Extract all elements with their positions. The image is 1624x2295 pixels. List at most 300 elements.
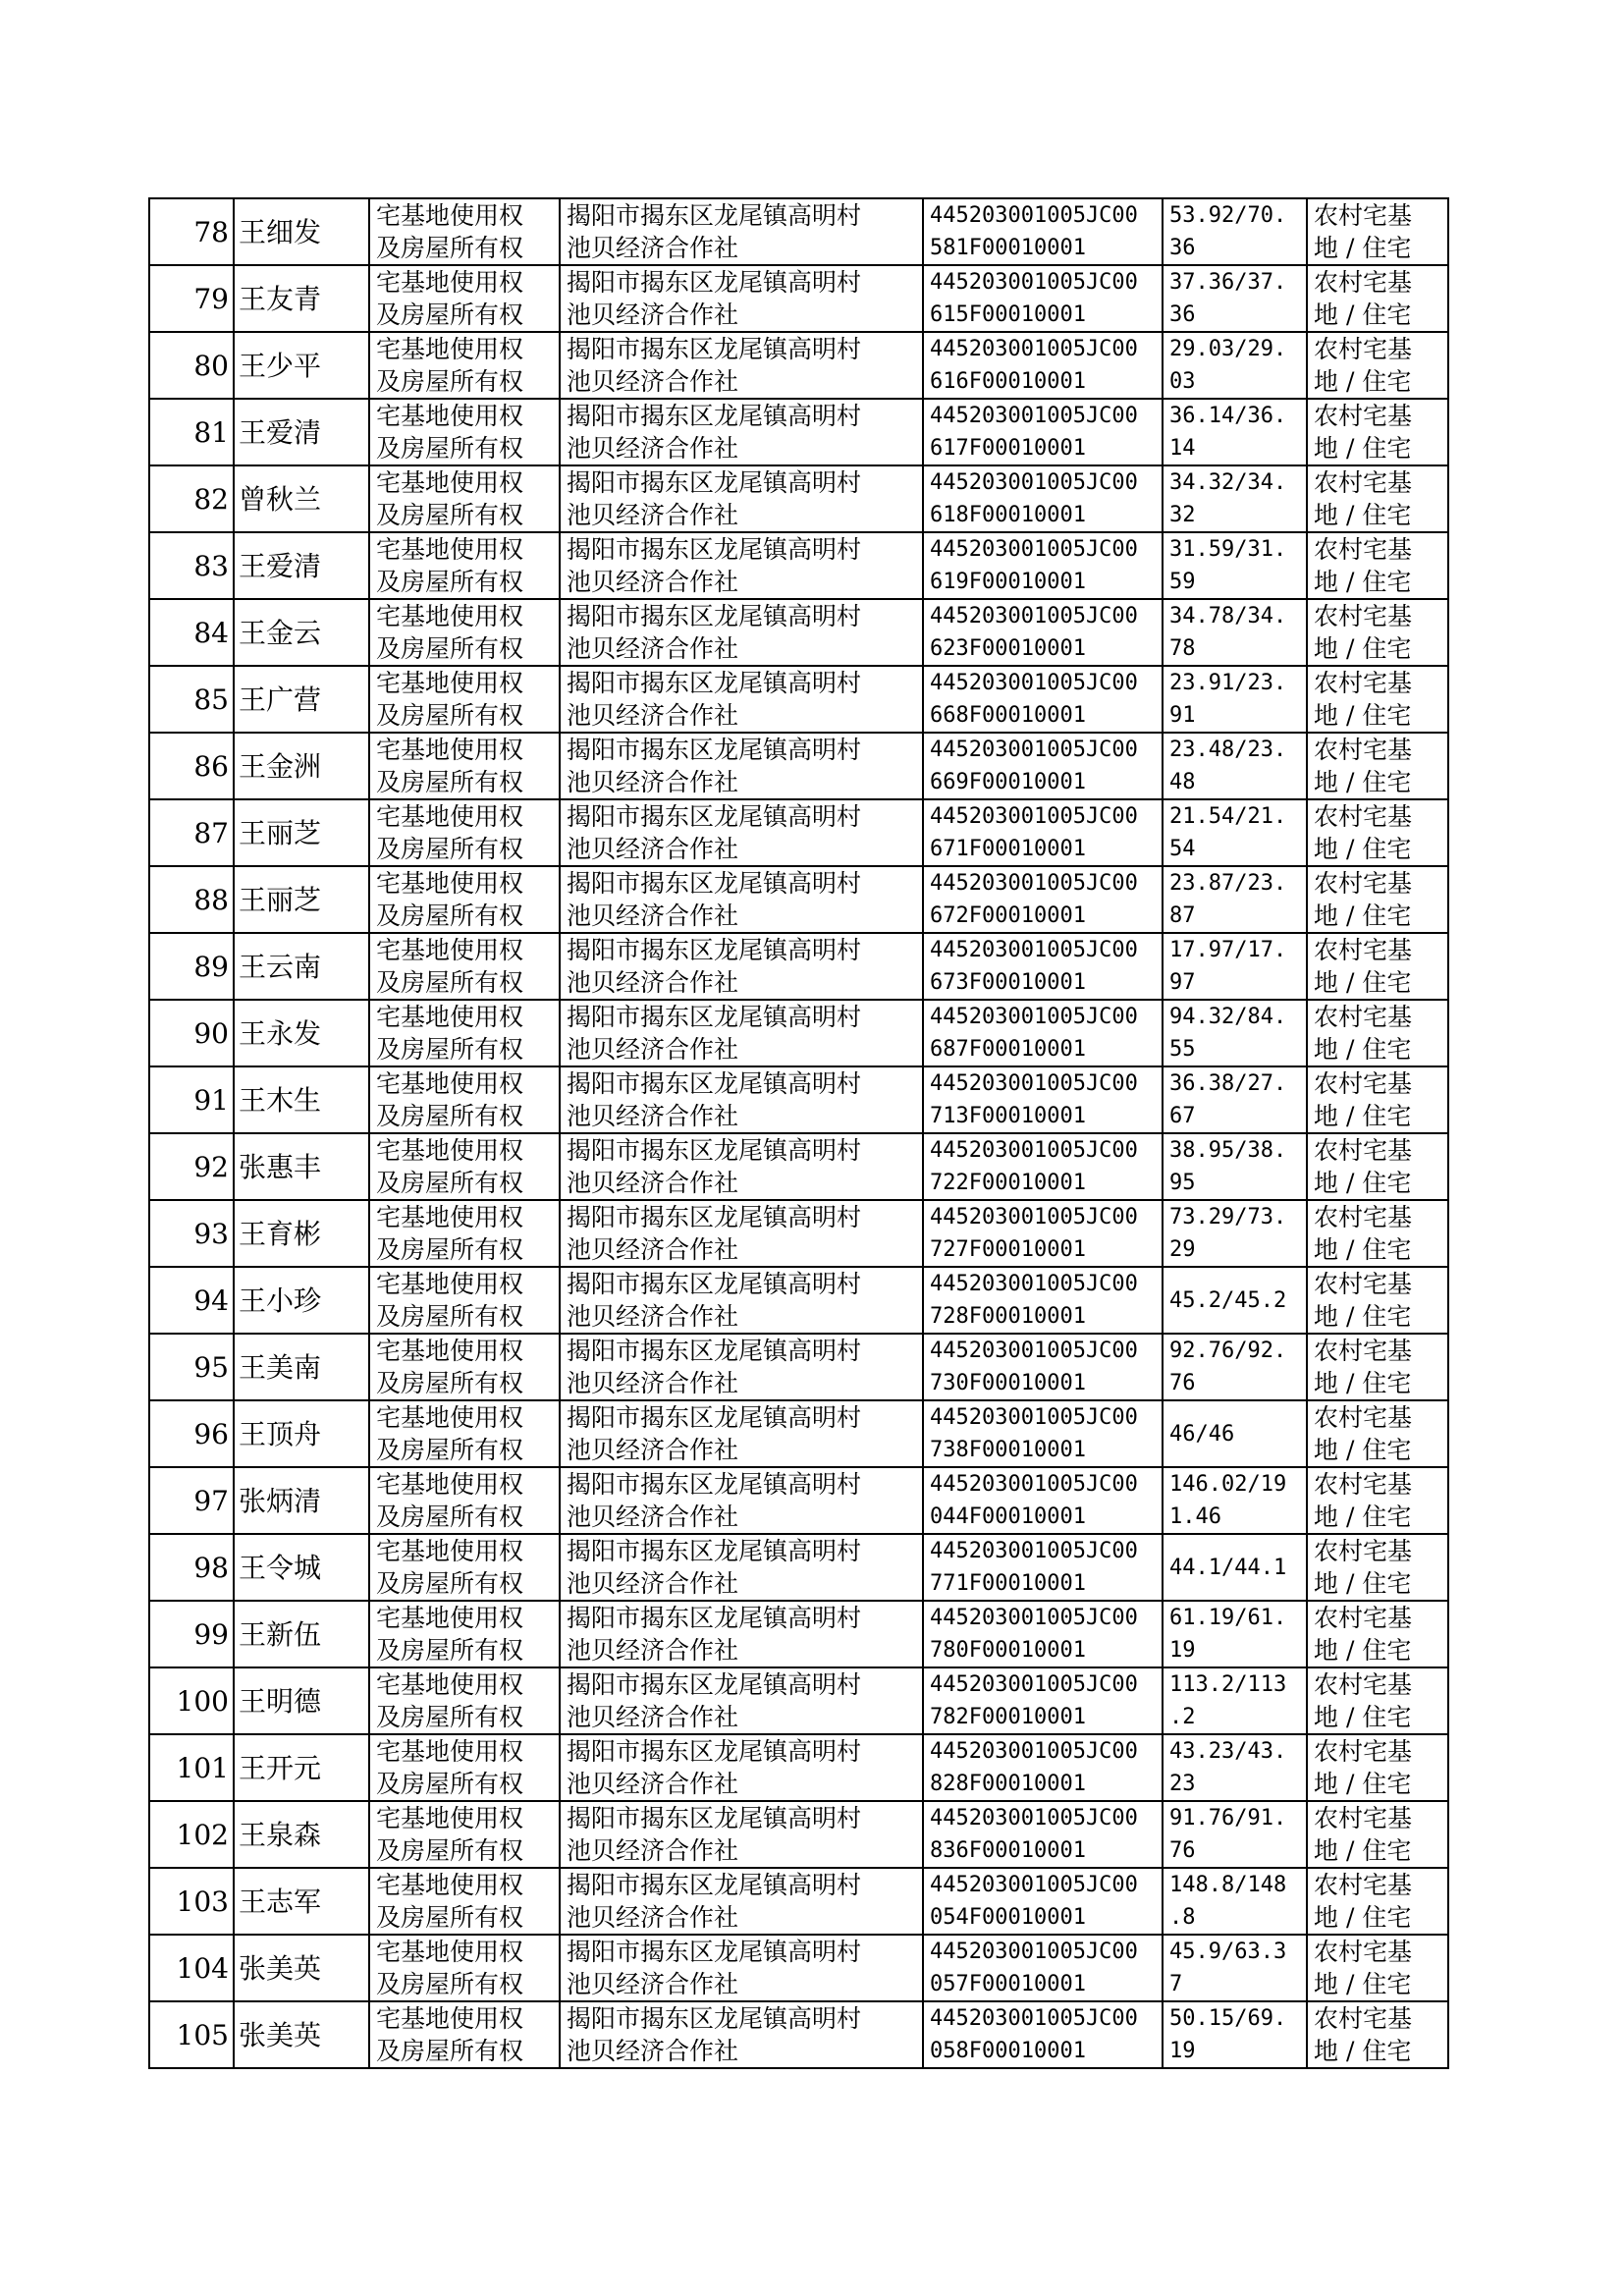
- parcel-code-line: 782F00010001: [930, 1705, 1086, 1729]
- land-owner-line: 揭阳市揭东区龙尾镇高明村: [567, 1470, 862, 1499]
- land-owner-cell: [560, 1935, 923, 2001]
- parcel-code-line: 618F00010001: [930, 503, 1086, 527]
- row-number-cell: 98: [149, 1534, 234, 1601]
- parcel-code-line: 445203001005JC00: [930, 2006, 1138, 2031]
- land-owner-line: 池贝经济合作社: [567, 234, 739, 262]
- right-type-cell: [369, 599, 560, 666]
- table-row: [149, 1534, 1448, 1601]
- row-number-cell: 91: [149, 1066, 234, 1133]
- land-use-line: 地 / 住宅: [1314, 501, 1412, 529]
- land-use-line: 地 / 住宅: [1314, 1302, 1412, 1331]
- parcel-code-line: 615F00010001: [930, 302, 1086, 327]
- right-type-cell: [369, 265, 560, 332]
- parcel-code-cell: [923, 1868, 1163, 1935]
- right-type-line: 宅基地使用权: [376, 1069, 524, 1098]
- right-type-cell: [369, 799, 560, 866]
- parcel-code-line: 445203001005JC00: [930, 1806, 1138, 1831]
- land-owner-line: 揭阳市揭东区龙尾镇高明村: [567, 1938, 862, 1966]
- right-type-line: 及房屋所有权: [376, 1903, 524, 1932]
- area-cell: [1163, 1467, 1307, 1534]
- land-owner-line: 揭阳市揭东区龙尾镇高明村: [567, 1069, 862, 1098]
- land-owner-line: 池贝经济合作社: [567, 301, 739, 329]
- parcel-code-line: 828F00010001: [930, 1772, 1086, 1796]
- land-use-line: 农村宅基: [1314, 802, 1413, 831]
- right-type-cell: [369, 1868, 560, 1935]
- table-row: [149, 1267, 1448, 1334]
- area-cell: [1163, 1868, 1307, 1935]
- right-type-line: 及房屋所有权: [376, 1235, 524, 1264]
- area-line: 45.9/63.3: [1169, 1940, 1287, 1964]
- parcel-code-line: 445203001005JC00: [930, 938, 1138, 962]
- right-type-cell: [369, 933, 560, 1000]
- right-type-line: 及房屋所有权: [376, 835, 524, 863]
- land-owner-line: 揭阳市揭东区龙尾镇高明村: [567, 468, 862, 497]
- holder-name-cell: 王爱清: [234, 532, 369, 599]
- land-use-line: 农村宅基: [1314, 1003, 1413, 1031]
- right-type-cell: [369, 1066, 560, 1133]
- area-cell: [1163, 1066, 1307, 1133]
- right-type-line: 宅基地使用权: [376, 869, 524, 898]
- right-type-line: 宅基地使用权: [376, 1337, 524, 1365]
- area-cell: [1163, 1133, 1307, 1200]
- parcel-code-line: 445203001005JC00: [930, 1606, 1138, 1630]
- area-line: 29.03/29.: [1169, 337, 1287, 361]
- table-row: [149, 198, 1448, 265]
- land-use-line: 农村宅基: [1314, 1337, 1413, 1365]
- area-cell: [1163, 1734, 1307, 1801]
- row-number-cell: 99: [149, 1601, 234, 1667]
- row-number-cell: 93: [149, 1200, 234, 1267]
- land-use-line: 地 / 住宅: [1314, 1903, 1412, 1932]
- land-owner-line: 池贝经济合作社: [567, 768, 739, 796]
- parcel-code-line: 057F00010001: [930, 1972, 1086, 1996]
- land-use-cell: [1307, 1267, 1448, 1334]
- parcel-code-line: 673F00010001: [930, 970, 1086, 995]
- right-type-cell: [369, 198, 560, 265]
- holder-name-cell: 王开元: [234, 1734, 369, 1801]
- row-number-cell: 89: [149, 933, 234, 1000]
- table-row: [149, 866, 1448, 933]
- area-line: 48: [1169, 770, 1196, 794]
- parcel-code-line: 445203001005JC00: [930, 871, 1138, 896]
- land-owner-line: 揭阳市揭东区龙尾镇高明村: [567, 201, 862, 230]
- right-type-line: 宅基地使用权: [376, 402, 524, 430]
- right-type-line: 宅基地使用权: [376, 1938, 524, 1966]
- holder-name-cell: 王明德: [234, 1667, 369, 1734]
- land-use-line: 地 / 住宅: [1314, 1636, 1412, 1665]
- land-use-line: 农村宅基: [1314, 1069, 1413, 1098]
- right-type-cell: [369, 2001, 560, 2068]
- area-line: 148.8/148: [1169, 1873, 1287, 1897]
- parcel-code-line: 722F00010001: [930, 1171, 1086, 1195]
- right-type-line: 及房屋所有权: [376, 1836, 524, 1865]
- land-owner-line: 池贝经济合作社: [567, 2037, 739, 2065]
- area-line: 97: [1169, 970, 1196, 995]
- parcel-code-cell: [923, 1133, 1163, 1200]
- land-use-cell: [1307, 1133, 1448, 1200]
- right-type-cell: [369, 1267, 560, 1334]
- right-type-cell: [369, 1534, 560, 1601]
- parcel-code-line: 623F00010001: [930, 636, 1086, 661]
- land-use-cell: [1307, 1400, 1448, 1467]
- registry-table-body: [149, 198, 1448, 2068]
- right-type-cell: [369, 666, 560, 733]
- area-cell: [1163, 2001, 1307, 2068]
- parcel-code-cell: [923, 332, 1163, 399]
- parcel-code-cell: [923, 666, 1163, 733]
- right-type-line: 宅基地使用权: [376, 1403, 524, 1432]
- land-owner-line: 池贝经济合作社: [567, 568, 739, 596]
- area-line: 61.19/61.: [1169, 1606, 1287, 1630]
- row-number-cell: 82: [149, 465, 234, 532]
- holder-name-cell: 王育彬: [234, 1200, 369, 1267]
- land-use-line: 农村宅基: [1314, 1604, 1413, 1632]
- parcel-code-cell: [923, 532, 1163, 599]
- parcel-code-line: 445203001005JC00: [930, 337, 1138, 361]
- holder-name-cell: 王小珍: [234, 1267, 369, 1334]
- land-owner-cell: [560, 532, 923, 599]
- land-owner-line: 池贝经济合作社: [567, 1503, 739, 1531]
- land-owner-line: 揭阳市揭东区龙尾镇高明村: [567, 869, 862, 898]
- parcel-code-line: 445203001005JC00: [930, 738, 1138, 762]
- land-owner-line: 揭阳市揭东区龙尾镇高明村: [567, 1670, 862, 1699]
- land-use-line: 农村宅基: [1314, 1938, 1413, 1966]
- land-owner-cell: [560, 733, 923, 799]
- area-line: 44.1/44.1: [1169, 1555, 1287, 1580]
- parcel-code-line: 058F00010001: [930, 2039, 1086, 2063]
- right-type-line: 及房屋所有权: [376, 1569, 524, 1598]
- parcel-code-cell: [923, 1334, 1163, 1400]
- parcel-code-line: 727F00010001: [930, 1237, 1086, 1262]
- land-owner-cell: [560, 465, 923, 532]
- land-use-line: 地 / 住宅: [1314, 1703, 1412, 1731]
- table-row: [149, 1667, 1448, 1734]
- right-type-line: 宅基地使用权: [376, 1604, 524, 1632]
- land-use-cell: [1307, 465, 1448, 532]
- land-use-cell: [1307, 599, 1448, 666]
- parcel-code-line: 669F00010001: [930, 770, 1086, 794]
- area-line: 76: [1169, 1838, 1196, 1863]
- area-cell: [1163, 1801, 1307, 1868]
- land-owner-line: 揭阳市揭东区龙尾镇高明村: [567, 1136, 862, 1165]
- land-owner-cell: [560, 666, 923, 733]
- land-use-cell: [1307, 1200, 1448, 1267]
- row-number-cell: 79: [149, 265, 234, 332]
- holder-name-cell: 张美英: [234, 2001, 369, 2068]
- land-use-cell: [1307, 733, 1448, 799]
- right-type-line: 宅基地使用权: [376, 936, 524, 964]
- area-line: 43.23/43.: [1169, 1739, 1287, 1764]
- area-cell: [1163, 532, 1307, 599]
- land-use-line: 地 / 住宅: [1314, 1503, 1412, 1531]
- parcel-code-cell: [923, 1534, 1163, 1601]
- parcel-code-cell: [923, 265, 1163, 332]
- parcel-code-line: 738F00010001: [930, 1438, 1086, 1462]
- right-type-line: 宅基地使用权: [376, 1470, 524, 1499]
- row-number-cell: 103: [149, 1868, 234, 1935]
- table-row: [149, 733, 1448, 799]
- land-use-line: 地 / 住宅: [1314, 902, 1412, 930]
- land-use-line: 地 / 住宅: [1314, 1970, 1412, 1998]
- right-type-line: 及房屋所有权: [376, 902, 524, 930]
- parcel-code-line: 836F00010001: [930, 1838, 1086, 1863]
- holder-name-cell: 王令城: [234, 1534, 369, 1601]
- land-owner-line: 池贝经济合作社: [567, 1235, 739, 1264]
- table-row: [149, 1066, 1448, 1133]
- area-line: 34.32/34.: [1169, 470, 1287, 495]
- right-type-line: 宅基地使用权: [376, 201, 524, 230]
- parcel-code-line: 445203001005JC00: [930, 1539, 1138, 1563]
- holder-name-cell: 王永发: [234, 1000, 369, 1066]
- land-use-line: 地 / 住宅: [1314, 968, 1412, 997]
- land-owner-cell: [560, 2001, 923, 2068]
- parcel-code-line: 771F00010001: [930, 1571, 1086, 1596]
- land-owner-line: 池贝经济合作社: [567, 1302, 739, 1331]
- land-use-cell: [1307, 1066, 1448, 1133]
- land-use-line: 地 / 住宅: [1314, 1770, 1412, 1798]
- parcel-code-line: 668F00010001: [930, 703, 1086, 728]
- right-type-line: 及房屋所有权: [376, 1970, 524, 1998]
- land-use-line: 地 / 住宅: [1314, 367, 1412, 396]
- parcel-code-line: 581F00010001: [930, 236, 1086, 260]
- land-use-line: 农村宅基: [1314, 468, 1413, 497]
- area-line: 34.78/34.: [1169, 604, 1287, 628]
- right-type-line: 宅基地使用权: [376, 268, 524, 297]
- table-row: [149, 1935, 1448, 2001]
- parcel-code-cell: [923, 1000, 1163, 1066]
- land-owner-line: 揭阳市揭东区龙尾镇高明村: [567, 1337, 862, 1365]
- area-line: 45.2/45.2: [1169, 1287, 1287, 1313]
- right-type-line: 宅基地使用权: [376, 335, 524, 363]
- table-row: [149, 1801, 1448, 1868]
- land-use-line: 农村宅基: [1314, 1136, 1413, 1165]
- parcel-code-cell: [923, 1667, 1163, 1734]
- right-type-cell: [369, 866, 560, 933]
- area-line: 91: [1169, 703, 1196, 728]
- land-use-line: 农村宅基: [1314, 535, 1413, 564]
- holder-name-cell: 王木生: [234, 1066, 369, 1133]
- land-owner-cell: [560, 1267, 923, 1334]
- right-type-line: 及房屋所有权: [376, 1503, 524, 1531]
- right-type-cell: [369, 1935, 560, 2001]
- right-type-line: 及房屋所有权: [376, 1703, 524, 1731]
- land-owner-line: 池贝经济合作社: [567, 1102, 739, 1130]
- land-owner-cell: [560, 799, 923, 866]
- land-use-line: 地 / 住宅: [1314, 234, 1412, 262]
- area-cell: [1163, 265, 1307, 332]
- land-owner-line: 揭阳市揭东区龙尾镇高明村: [567, 1270, 862, 1298]
- parcel-code-line: 445203001005JC00: [930, 1138, 1138, 1163]
- parcel-code-cell: [923, 1200, 1163, 1267]
- land-owner-cell: [560, 1801, 923, 1868]
- parcel-code-cell: [923, 866, 1163, 933]
- land-owner-cell: [560, 332, 923, 399]
- land-owner-line: 池贝经济合作社: [567, 1636, 739, 1665]
- land-owner-line: 揭阳市揭东区龙尾镇高明村: [567, 1403, 862, 1432]
- parcel-code-line: 445203001005JC00: [930, 203, 1138, 228]
- area-line: 36.14/36.: [1169, 404, 1287, 428]
- land-owner-line: 池贝经济合作社: [567, 1970, 739, 1998]
- holder-name-cell: 王少平: [234, 332, 369, 399]
- parcel-code-line: 445203001005JC00: [930, 1272, 1138, 1296]
- parcel-code-line: 445203001005JC00: [930, 1739, 1138, 1764]
- holder-name-cell: 王细发: [234, 198, 369, 265]
- parcel-code-cell: [923, 1467, 1163, 1534]
- land-use-line: 农村宅基: [1314, 1270, 1413, 1298]
- land-use-line: 农村宅基: [1314, 1470, 1413, 1499]
- right-type-line: 宅基地使用权: [376, 1003, 524, 1031]
- land-use-line: 农村宅基: [1314, 1670, 1413, 1699]
- row-number-cell: 85: [149, 666, 234, 733]
- registry-table: [148, 197, 1449, 2069]
- parcel-code-cell: [923, 399, 1163, 465]
- area-line: 78: [1169, 636, 1196, 661]
- row-number-cell: 97: [149, 1467, 234, 1534]
- parcel-code-line: 445203001005JC00: [930, 604, 1138, 628]
- parcel-code-line: 730F00010001: [930, 1371, 1086, 1395]
- land-use-line: 农村宅基: [1314, 669, 1413, 697]
- area-cell: [1163, 1601, 1307, 1667]
- parcel-code-cell: [923, 599, 1163, 666]
- row-number-cell: 88: [149, 866, 234, 933]
- holder-name-cell: 曾秋兰: [234, 465, 369, 532]
- parcel-code-line: 617F00010001: [930, 436, 1086, 461]
- parcel-code-line: 780F00010001: [930, 1638, 1086, 1663]
- land-owner-cell: [560, 1467, 923, 1534]
- area-line: 53.92/70.: [1169, 203, 1287, 228]
- row-number-cell: 96: [149, 1400, 234, 1467]
- parcel-code-cell: [923, 733, 1163, 799]
- land-use-line: 农村宅基: [1314, 1537, 1413, 1565]
- right-type-line: 及房屋所有权: [376, 768, 524, 796]
- right-type-line: 宅基地使用权: [376, 1804, 524, 1832]
- parcel-code-cell: [923, 1267, 1163, 1334]
- area-line: 23.91/23.: [1169, 671, 1287, 695]
- parcel-code-line: 445203001005JC00: [930, 1940, 1138, 1964]
- area-line: 17.97/17.: [1169, 938, 1287, 962]
- parcel-code-line: 445203001005JC00: [930, 1339, 1138, 1363]
- right-type-cell: [369, 465, 560, 532]
- area-cell: [1163, 1200, 1307, 1267]
- area-line: 76: [1169, 1371, 1196, 1395]
- right-type-line: 及房屋所有权: [376, 1436, 524, 1464]
- area-cell: [1163, 1334, 1307, 1400]
- right-type-cell: [369, 399, 560, 465]
- area-cell: [1163, 465, 1307, 532]
- parcel-code-line: 445203001005JC00: [930, 804, 1138, 829]
- parcel-code-line: 687F00010001: [930, 1037, 1086, 1062]
- holder-name-cell: 王丽芝: [234, 866, 369, 933]
- right-type-line: 及房屋所有权: [376, 1369, 524, 1397]
- holder-name-cell: 王广营: [234, 666, 369, 733]
- land-use-cell: [1307, 198, 1448, 265]
- area-line: 36: [1169, 236, 1196, 260]
- land-use-cell: [1307, 532, 1448, 599]
- holder-name-cell: 王友青: [234, 265, 369, 332]
- land-use-line: 农村宅基: [1314, 736, 1413, 764]
- parcel-code-cell: [923, 1601, 1163, 1667]
- area-cell: [1163, 198, 1307, 265]
- land-use-line: 地 / 住宅: [1314, 1235, 1412, 1264]
- land-owner-cell: [560, 198, 923, 265]
- land-use-line: 地 / 住宅: [1314, 1102, 1412, 1130]
- table-row: [149, 1000, 1448, 1066]
- row-number-cell: 90: [149, 1000, 234, 1066]
- right-type-cell: [369, 1601, 560, 1667]
- right-type-line: 宅基地使用权: [376, 1203, 524, 1231]
- parcel-code-line: 044F00010001: [930, 1504, 1086, 1529]
- land-use-cell: [1307, 1000, 1448, 1066]
- land-owner-line: 揭阳市揭东区龙尾镇高明村: [567, 402, 862, 430]
- right-type-line: 及房屋所有权: [376, 2037, 524, 2065]
- area-line: 113.2/113: [1169, 1672, 1287, 1697]
- area-line: 92.76/92.: [1169, 1339, 1287, 1363]
- area-line: 54: [1169, 837, 1196, 861]
- right-type-line: 及房屋所有权: [376, 968, 524, 997]
- land-owner-line: 揭阳市揭东区龙尾镇高明村: [567, 1003, 862, 1031]
- land-use-line: 地 / 住宅: [1314, 835, 1412, 863]
- parcel-code-line: 672F00010001: [930, 903, 1086, 928]
- right-type-line: 宅基地使用权: [376, 802, 524, 831]
- land-use-line: 地 / 住宅: [1314, 1436, 1412, 1464]
- land-use-line: 农村宅基: [1314, 268, 1413, 297]
- right-type-line: 宅基地使用权: [376, 1737, 524, 1766]
- land-use-line: 农村宅基: [1314, 402, 1413, 430]
- land-owner-cell: [560, 1734, 923, 1801]
- row-number-cell: 94: [149, 1267, 234, 1334]
- area-line: .2: [1169, 1705, 1196, 1729]
- area-line: 29: [1169, 1237, 1196, 1262]
- right-type-line: 及房屋所有权: [376, 1102, 524, 1130]
- land-owner-line: 揭阳市揭东区龙尾镇高明村: [567, 669, 862, 697]
- right-type-cell: [369, 1133, 560, 1200]
- area-line: .8: [1169, 1905, 1196, 1930]
- row-number-cell: 92: [149, 1133, 234, 1200]
- land-use-cell: [1307, 866, 1448, 933]
- table-row: [149, 1133, 1448, 1200]
- row-number-cell: 84: [149, 599, 234, 666]
- row-number-cell: 101: [149, 1734, 234, 1801]
- right-type-line: 宅基地使用权: [376, 2004, 524, 2033]
- holder-name-cell: 王金云: [234, 599, 369, 666]
- parcel-code-line: 445203001005JC00: [930, 470, 1138, 495]
- land-use-line: 地 / 住宅: [1314, 1169, 1412, 1197]
- land-use-line: 地 / 住宅: [1314, 434, 1412, 463]
- table-row: [149, 1868, 1448, 1935]
- table-row: [149, 332, 1448, 399]
- land-use-line: 农村宅基: [1314, 936, 1413, 964]
- area-line: 59: [1169, 570, 1196, 594]
- land-owner-line: 池贝经济合作社: [567, 1436, 739, 1464]
- land-owner-line: 揭阳市揭东区龙尾镇高明村: [567, 736, 862, 764]
- land-owner-line: 池贝经济合作社: [567, 1703, 739, 1731]
- holder-name-cell: 王顶舟: [234, 1400, 369, 1467]
- parcel-code-line: 445203001005JC00: [930, 404, 1138, 428]
- right-type-cell: [369, 532, 560, 599]
- holder-name-cell: 王志军: [234, 1868, 369, 1935]
- land-owner-line: 池贝经济合作社: [567, 968, 739, 997]
- right-type-line: 宅基地使用权: [376, 669, 524, 697]
- land-owner-line: 池贝经济合作社: [567, 1369, 739, 1397]
- table-row: [149, 265, 1448, 332]
- land-use-cell: [1307, 666, 1448, 733]
- area-cell: [1163, 1400, 1307, 1467]
- land-use-cell: [1307, 1734, 1448, 1801]
- land-use-line: 地 / 住宅: [1314, 2037, 1412, 2065]
- holder-name-cell: 王美南: [234, 1334, 369, 1400]
- right-type-line: 宅基地使用权: [376, 736, 524, 764]
- table-row: [149, 599, 1448, 666]
